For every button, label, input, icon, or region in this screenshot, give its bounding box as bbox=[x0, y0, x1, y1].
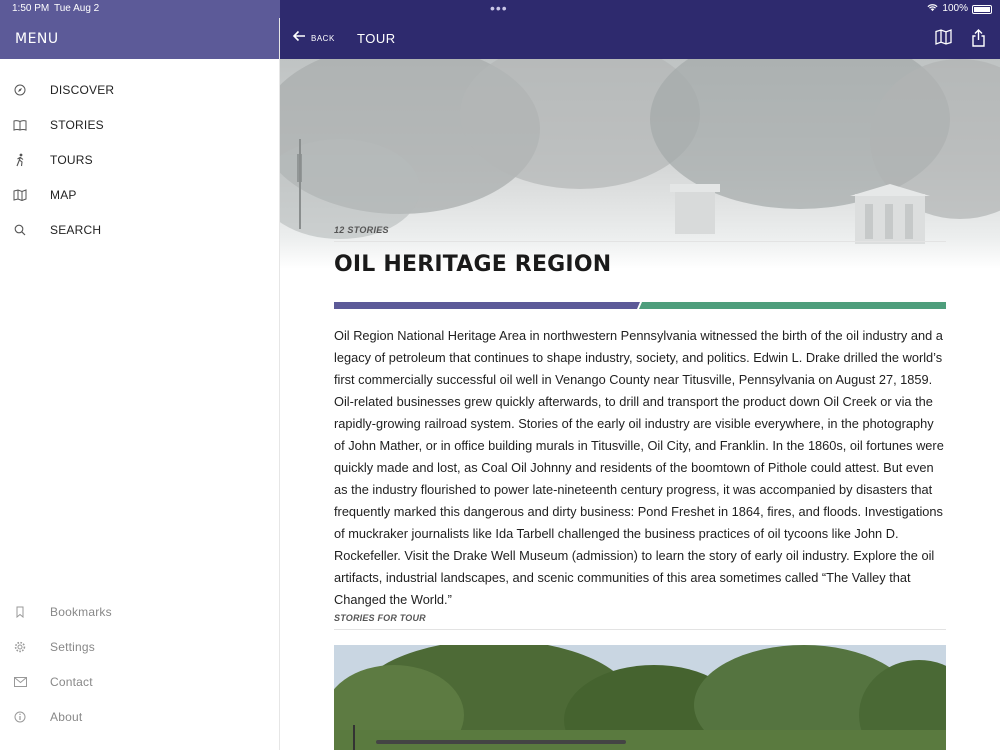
top-nav-bar bbox=[280, 18, 1000, 59]
sidebar-item-search[interactable] bbox=[0, 213, 279, 247]
battery-icon bbox=[972, 5, 992, 14]
home-indicator[interactable] bbox=[376, 740, 626, 744]
sidebar-item-label: Contact bbox=[50, 675, 93, 689]
search-icon bbox=[13, 223, 27, 237]
status-bar-right bbox=[280, 0, 1000, 18]
sidebar-title: MENU bbox=[0, 18, 279, 59]
compass-icon bbox=[13, 83, 27, 97]
sidebar bbox=[0, 18, 280, 750]
accent-bar bbox=[334, 296, 946, 303]
sidebar-item-label: Bookmarks bbox=[50, 605, 112, 619]
sidebar-item-label: DISCOVER bbox=[50, 83, 115, 97]
arrow-left-icon bbox=[292, 29, 306, 47]
walking-icon bbox=[13, 153, 27, 167]
sidebar-item-label: STORIES bbox=[50, 118, 104, 132]
bookmark-icon bbox=[13, 605, 27, 619]
status-bar-left bbox=[0, 0, 280, 18]
sidebar-item-map[interactable] bbox=[0, 178, 279, 212]
tour-content[interactable] bbox=[280, 59, 1000, 750]
sidebar-item-about[interactable] bbox=[0, 700, 279, 734]
sidebar-item-label: SEARCH bbox=[50, 223, 102, 237]
story-count: 12 STORIES bbox=[334, 225, 389, 235]
sidebar-item-bookmarks[interactable] bbox=[0, 595, 279, 629]
story-card-image[interactable] bbox=[334, 645, 946, 750]
sidebar-item-stories[interactable] bbox=[0, 108, 279, 142]
battery-percent: 100% bbox=[942, 3, 968, 14]
share-icon[interactable] bbox=[971, 29, 989, 47]
info-icon bbox=[13, 710, 27, 724]
gear-icon bbox=[13, 640, 27, 654]
sidebar-item-tours[interactable] bbox=[0, 143, 279, 177]
mail-icon bbox=[13, 675, 27, 689]
sidebar-item-label: Settings bbox=[50, 640, 95, 654]
tour-description: Oil Region National Heritage Area in northwestern Pennsylvania witnessed the birth of the oil industry and a legacy of petroleum that continues to shape industry, society, and politics. Edwin L. Drake drilled the world’s first commercially successful oil well in Venango County near Titusville, Pennsylvania on August 27, 1859. Oil-related businesses grew quickly afterwards, to drill and transport the product down Oil Creek or via the rapidly-growing railroad system. Stories of the early oil industry are visible everywhere, in the photography of John Mather, or in office building murals in Titusville, Oil City, and Franklin. In the 1860s, oil fortunes were quickly made and lost, as Coal Oil Johnny and residents of the boomtown of Pithole could attest. But even as the industry flourished to power late-nineteenth century progress, it was accompanied by disasters that frequently marked this dangerous and dirty business: Pond Freshet in 1864, fires, and floods. Investigations of muckraker journalists like Ida Tarbell challenged the business practices of oil tycoons like John D. Rockefeller. Visit the Drake Well Museum (admission) to learn the story of early oil industry. Explore the oil artifacts, industrial landscapes, and scenic communities of this area sometimes called “The Valley that Changed the World.” bbox=[334, 328, 944, 607]
sidebar-item-settings[interactable] bbox=[0, 630, 279, 664]
divider bbox=[334, 241, 946, 242]
back-label: BACK bbox=[311, 33, 335, 43]
hero-image bbox=[280, 59, 1000, 269]
divider bbox=[334, 629, 946, 630]
status-time: 1:50 PM bbox=[12, 3, 50, 14]
section-label-stories: STORIES FOR TOUR bbox=[334, 613, 426, 623]
map-icon bbox=[13, 188, 27, 202]
status-date: Tue Aug 2 bbox=[54, 3, 100, 14]
sidebar-item-label: About bbox=[50, 710, 83, 724]
sidebar-item-label: MAP bbox=[50, 188, 77, 202]
back-button[interactable] bbox=[292, 29, 335, 47]
page-title: TOUR bbox=[357, 31, 396, 46]
book-icon bbox=[13, 118, 27, 132]
multitasking-dots-icon[interactable]: ••• bbox=[490, 0, 508, 16]
tour-title: OIL HERITAGE REGION bbox=[334, 252, 612, 277]
sidebar-item-discover[interactable] bbox=[0, 73, 279, 107]
wifi-icon bbox=[927, 3, 938, 15]
sidebar-item-label: TOURS bbox=[50, 153, 93, 167]
map-icon[interactable] bbox=[935, 29, 953, 47]
sidebar-item-contact[interactable] bbox=[0, 665, 279, 699]
